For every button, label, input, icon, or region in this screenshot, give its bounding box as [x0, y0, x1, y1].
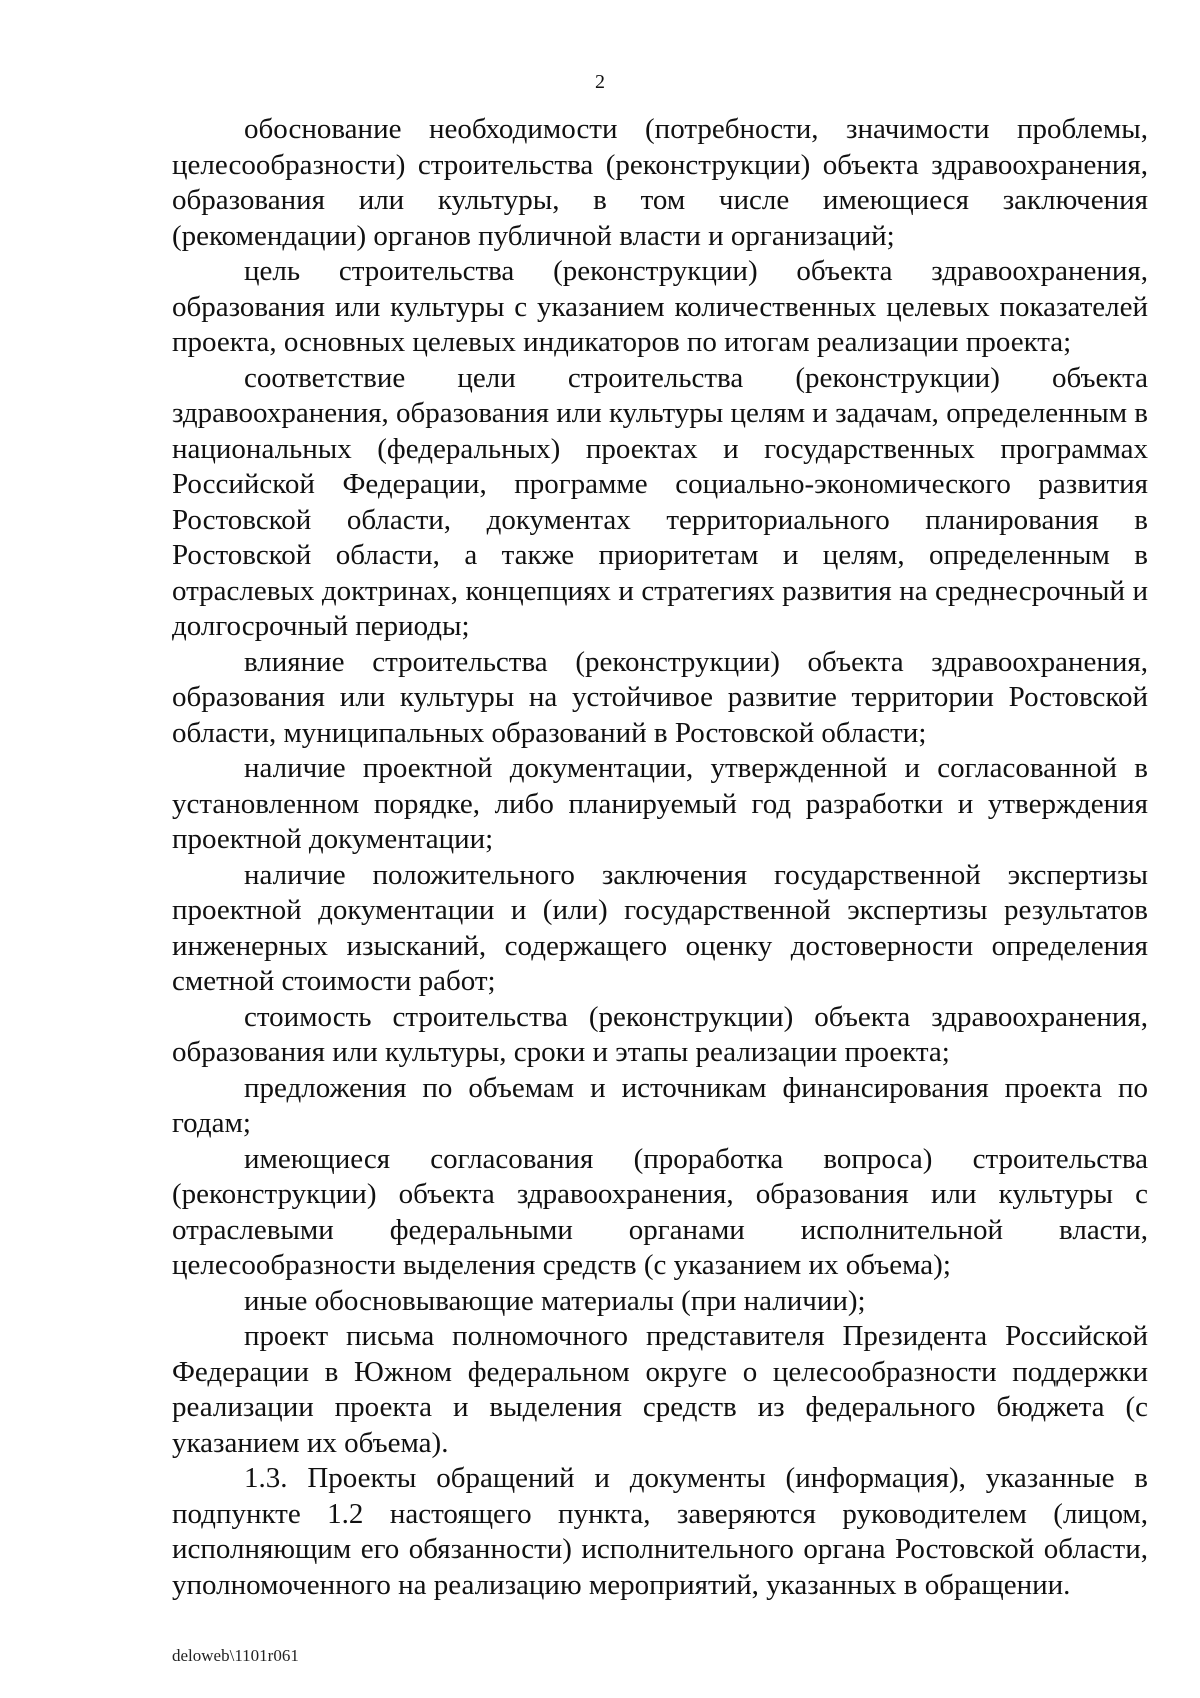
paragraph-other-materials: иные обосновывающие материалы (при наличии);	[244, 1284, 866, 1317]
paragraph-compliance: соответствие цели строительства (реконструкции) объекта здравоохранения, образования или культуры целям и задачам, определенным в национальных (федеральных) проектах и государственных программах Российской Федерации, программе социально-экономического развития Ростовской области, документах территориального планирования в Ростовской области, а также приоритетам и целям, определенным в отраслевых доктринах, концепциях и стратегиях развития на среднесрочный и долгосрочный периоды;	[172, 361, 1148, 642]
paragraph-cost: стоимость строительства (реконструкции) объекта здравоохранения, образования или культуры, сроки и этапы реализации проекта;	[172, 1000, 1148, 1068]
paragraph-financing: предложения по объемам и источникам финансирования проекта по годам;	[172, 1071, 1148, 1139]
paragraph-justification: обоснование необходимости (потребности, значимости проблемы, целесообразности) строительства (реконструкции) объекта здравоохранения, образования или культуры, в том числе имеющиеся заключения (рекомендации) органов публичной власти и организаций;	[172, 113, 1148, 252]
paragraph-section-1-3: 1.3. Проекты обращений и документы (информация), указанные в подпункте 1.2 настоящего пункта, заверяются руководителем (лицом, исполняющим его обязанности) исполнительного органа Ростовской области, уполномоченного на реализацию мероприятий, указанных в обращении.	[172, 1462, 1148, 1601]
paragraph-project-documentation: наличие проектной документации, утвержденной и согласованной в установленном порядке, либо планируемый год разработки и утверждения проектной документации;	[172, 752, 1148, 855]
paragraph-letter-draft: проект письма полномочного представителя Президента Российской Федерации в Южном федеральном округе о целесообразности поддержки реализации проекта и выделения средств из федерального бюджета (с указанием их объема).	[172, 1320, 1148, 1459]
footer-document-code: deloweb\1101r061	[172, 1646, 299, 1665]
paragraph-approvals: имеющиеся согласования (проработка вопроса) строительства (реконструкции) объекта здравоохранения, образования или культуры с отраслевыми федеральными органами исполнительной власти, целесообразности выделения средств (с указанием их объема);	[172, 1142, 1148, 1281]
paragraph-expertise: наличие положительного заключения государственной экспертизы проектной документации и (или) государственной экспертизы результатов инженерных изысканий, содержащего оценку достоверности определения сметной стоимости работ;	[172, 858, 1148, 997]
paragraph-goal: цель строительства (реконструкции) объекта здравоохранения, образования или культуры с указанием количественных целевых показателей проекта, основных целевых индикаторов по итогам реализации проекта;	[172, 255, 1148, 358]
paragraph-impact: влияние строительства (реконструкции) объекта здравоохранения, образования или культуры на устойчивое развитие территории Ростовской области, муниципальных образований в Ростовской области;	[172, 645, 1148, 749]
document-body	[172, 112, 1148, 1603]
page-number: 2	[595, 71, 605, 93]
